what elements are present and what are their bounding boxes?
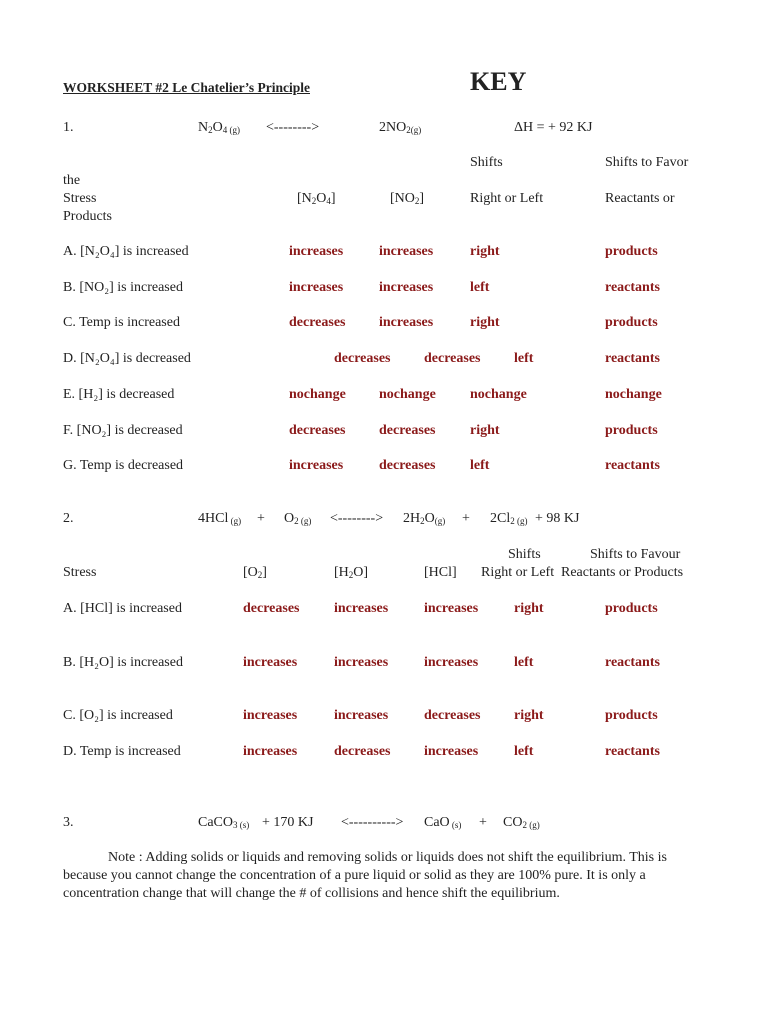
q1-row-n2o4: decreases [289, 315, 346, 330]
q1-row-shift: right [470, 315, 500, 330]
q1-row-no2: increases [379, 244, 434, 259]
q1-head-stress: Stress [63, 191, 97, 206]
q1-row-n2o4: nochange [289, 387, 346, 402]
q1-row-stress: G. Temp is decreased [63, 458, 184, 473]
q2-row-shift: right [514, 601, 544, 616]
q1-row-stress: F. [NO₂] is decreased [63, 423, 183, 438]
q2-row-o2: increases [243, 655, 298, 670]
q2-number: 2. [63, 511, 74, 526]
q1-row-favor: products [605, 315, 658, 330]
q2-row-stress: B. [H₂O] is increased [63, 655, 183, 670]
q2-row-shift: left [514, 744, 534, 759]
q2-o2: $O_{2 (g)}$ [284, 511, 312, 526]
q2-row-favor: products [605, 601, 658, 616]
q2-row-h2o: decreases [334, 744, 391, 759]
q1-row-favor: products [605, 244, 658, 259]
q3-caco3: CaCO$_{3 (s)}$ [198, 815, 250, 830]
worksheet-title: WORKSHEET #2 Le Chatelier’s Principle [63, 80, 310, 95]
q2-energy: + 98 KJ [535, 511, 580, 526]
q1-row-no2: nochange [379, 387, 436, 402]
q2-row-hcl: decreases [424, 708, 481, 723]
q1-head-n2o4: $[N_2O_4]$ [297, 191, 336, 206]
q1-row-favor: reactants [605, 351, 660, 366]
q1-row-stress: A. [N₂O₄] is increased [63, 244, 189, 259]
q3-number: 3. [63, 815, 74, 830]
q2-row-o2: decreases [243, 601, 300, 616]
q1-enthalpy: ΔH = + 92 KJ [514, 120, 593, 135]
q2-head-h2o: $[H_2O]$ [334, 565, 369, 580]
q2-head-stress: Stress [63, 565, 97, 580]
q1-row-no2: decreases [424, 351, 481, 366]
q2-row-favor: reactants [605, 744, 660, 759]
q2-row-h2o: increases [334, 708, 389, 723]
q1-head-reactants-or: Reactants or [605, 191, 675, 206]
q3-cao: CaO $_{(s)}$ [424, 815, 462, 830]
q1-row-shift: left [514, 351, 534, 366]
q1-row-shift: right [470, 244, 500, 259]
q2-head-shifts: Shifts [508, 547, 541, 562]
q3-co2: $CO_{2 (g)}$ [503, 815, 540, 830]
q1-row-stress: C. Temp is increased [63, 315, 180, 330]
q1-row-no2: decreases [379, 423, 436, 438]
q1-row-favor: reactants [605, 280, 660, 295]
q1-head-right-left: Right or Left [470, 191, 544, 206]
q3-arrow: <----------> [341, 815, 404, 830]
note-paragraph [63, 849, 711, 903]
q2-row-favor: products [605, 708, 658, 723]
q1-head-the: the [63, 173, 81, 188]
q1-arrow: <--------> [266, 120, 320, 135]
q1-head-favor: Shifts to Favor [605, 155, 689, 170]
q1-product: $2NO_{2(g)}$ [379, 120, 422, 135]
q3-plus: + [479, 815, 487, 830]
q2-head-hcl: [HCl] [424, 565, 457, 580]
q2-plus-1: + [257, 511, 265, 526]
q2-head-right-left: Right or Left [481, 565, 555, 580]
q2-row-shift: right [514, 708, 544, 723]
q1-row-n2o4: increases [289, 280, 344, 295]
q2-head-o2: $[O_2]$ [243, 565, 267, 580]
q3-energy: + 170 KJ [262, 815, 314, 830]
q1-row-shift: left [470, 458, 490, 473]
q1-row-no2: decreases [379, 458, 436, 473]
q1-row-n2o4: decreases [334, 351, 391, 366]
q1-row-n2o4: decreases [289, 423, 346, 438]
q1-row-n2o4: increases [289, 244, 344, 259]
q1-head-products: Products [63, 209, 112, 224]
q2-cl2: $2Cl_{2 (g)}$ [490, 511, 528, 526]
q2-plus-2: + [462, 511, 470, 526]
q1-row-favor: reactants [605, 458, 660, 473]
q2-row-stress: A. [HCl] is increased [63, 601, 182, 616]
q2-h2o: $2H_2O_{(g)}$ [403, 511, 446, 526]
answer-key-label: KEY [470, 67, 527, 96]
q2-head-favor: Shifts to Favour [590, 547, 681, 562]
q2-row-favor: reactants [605, 655, 660, 670]
q2-row-hcl: increases [424, 744, 479, 759]
q2-hcl: 4HCl $_{(g)}$ [198, 511, 242, 526]
q1-row-no2: increases [379, 315, 434, 330]
q1-row-shift: right [470, 423, 500, 438]
q1-row-stress: B. [NO₂] is increased [63, 280, 183, 295]
q2-row-stress: C. [O₂] is increased [63, 708, 173, 723]
q1-row-n2o4: increases [289, 458, 344, 473]
q1-row-stress: E. [H₂] is decreased [63, 387, 175, 402]
q1-head-shifts: Shifts [470, 155, 503, 170]
q2-row-shift: left [514, 655, 534, 670]
q1-row-shift: left [470, 280, 490, 295]
q1-reactant: $N_2O_4$ $_{(g)}$ [198, 120, 240, 135]
q2-head-reactants-products: Reactants or Products [561, 565, 684, 580]
q2-row-h2o: increases [334, 601, 389, 616]
q2-row-hcl: increases [424, 601, 479, 616]
q1-row-shift: nochange [470, 387, 527, 402]
q1-row-favor: nochange [605, 387, 662, 402]
q2-row-o2: increases [243, 708, 298, 723]
q2-arrow: <--------> [330, 511, 384, 526]
q2-row-stress: D. Temp is increased [63, 744, 181, 759]
q1-row-favor: products [605, 423, 658, 438]
q1-number: 1. [63, 120, 74, 135]
q2-row-hcl: increases [424, 655, 479, 670]
note-text: Note : Adding solids or liquids and removing solids or liquids does not shift the equilibrium. This is because you cannot change the concentration of a pure liquid or solid as they are 100% pure. It is only a concentration change that will change the # of collisions and hence shift the equilibrium. [63, 850, 667, 901]
q2-row-h2o: increases [334, 655, 389, 670]
q1-head-no2: $[NO_2]$ [390, 191, 425, 206]
q1-row-stress: D. [N₂O₄] is decreased [63, 351, 191, 366]
q2-row-o2: increases [243, 744, 298, 759]
q1-row-no2: increases [379, 280, 434, 295]
